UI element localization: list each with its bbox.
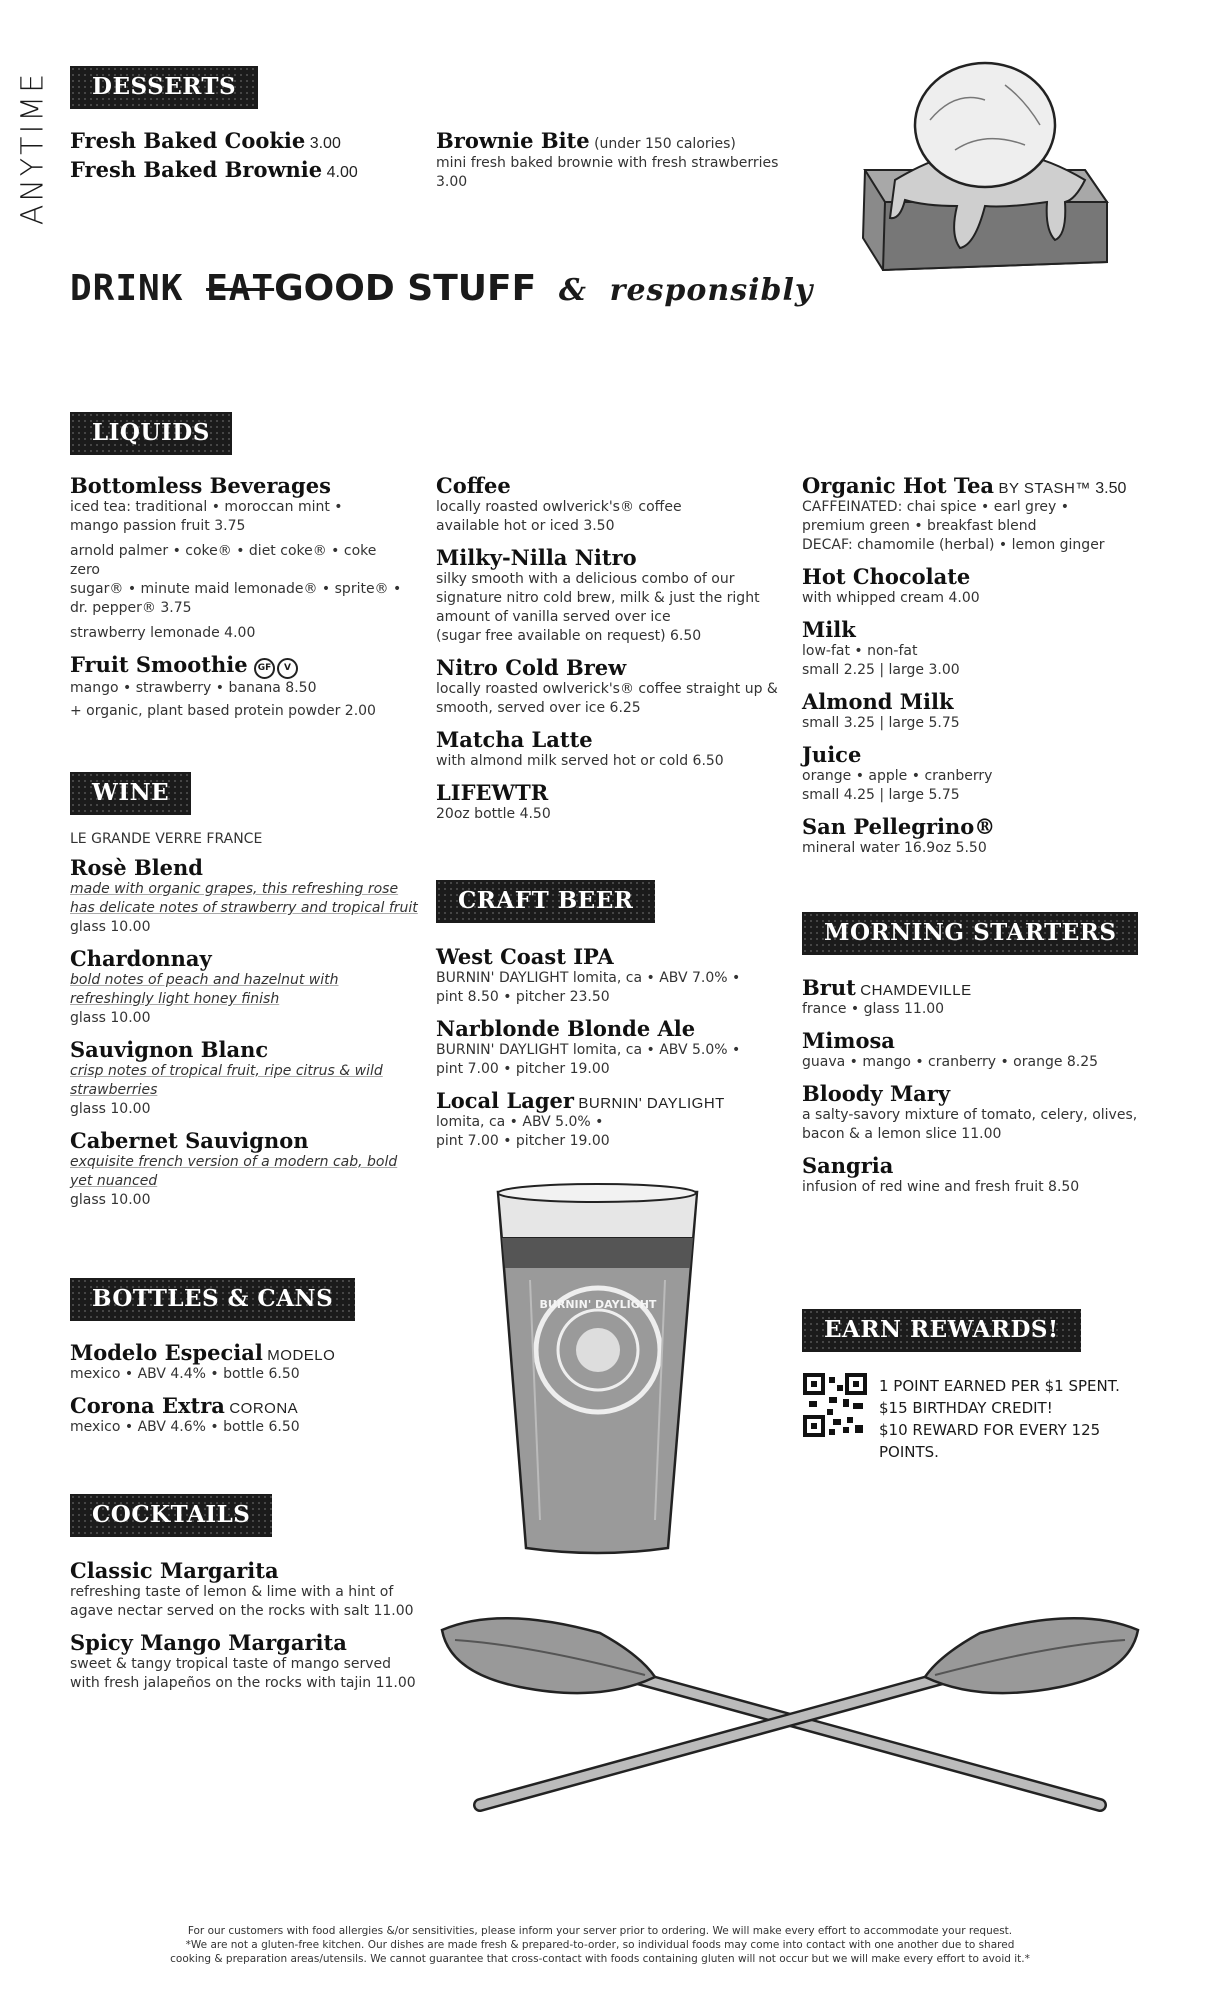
milk-name: Milk [802, 617, 856, 642]
almond-desc-1: small 3.25 | large 5.75 [802, 715, 960, 731]
juice-desc-1: orange • apple • cranberry [802, 768, 993, 784]
classic-desc-1: refreshing taste of lemon & lime with a hint of [70, 1584, 394, 1600]
vegan-icon: V [277, 658, 298, 679]
lager-desc-2: pint 7.00 • pitcher 19.00 [436, 1133, 610, 1149]
liquids-col-1 [70, 473, 410, 730]
tea-price: 3.50 [1095, 480, 1127, 497]
brownie-bite-name: Brownie Bite [436, 128, 590, 153]
spicy-margarita-name: Spicy Mango Margarita [70, 1630, 347, 1655]
chard-desc-1: bold notes of peach and hazelnut with [70, 972, 339, 988]
bottomless-name: Bottomless Beverages [70, 473, 331, 498]
allergy-disclaimer [150, 1924, 1050, 1966]
sauv-desc-1: crisp notes of tropical fruit, ripe citrus & wild [70, 1063, 383, 1079]
brut-brand: CHAMDEVILLE [860, 982, 972, 999]
cookie-price: 3.00 [309, 135, 341, 152]
desserts-heading: DESSERTS [70, 66, 258, 109]
tea-brand: BY STASH™ [998, 480, 1091, 497]
liquids-col-2 [436, 473, 786, 833]
milk-desc-2: small 2.25 | large 3.00 [802, 662, 960, 678]
nitro-name: Nitro Cold Brew [436, 655, 627, 680]
rose-desc-2: has delicate notes of strawberry and tropical fruit [70, 900, 418, 916]
gluten-free-icon: GF [254, 658, 275, 679]
bottles-list [70, 1340, 410, 1446]
spicy-desc-2: with fresh jalapeños on the rocks with tajin 11.00 [70, 1675, 416, 1691]
bottomless-desc-4: sugar® • minute maid lemonade® • sprite® • [70, 581, 402, 597]
lifewtr-name: LIFEWTR [436, 780, 549, 805]
craft-beer-heading: CRAFT BEER [436, 880, 655, 923]
bottles-cans-heading: BOTTLES & CANS [70, 1278, 355, 1321]
tagline-ampersand: & [558, 273, 587, 308]
matcha-desc-1: with almond milk served hot or cold 6.50 [436, 753, 724, 769]
brownie-bite-desc: mini fresh baked brownie with fresh strawberries [436, 155, 779, 171]
tea-desc-3: DECAF: chamomile (herbal) • lemon ginger [802, 537, 1105, 553]
bottomless-desc-5: dr. pepper® 3.75 [70, 600, 192, 616]
smoothie-desc-1: mango • strawberry • banana 8.50 [70, 680, 317, 696]
wine-list [70, 830, 430, 1219]
coffee-desc-2: available hot or iced 3.50 [436, 518, 615, 534]
bottomless-desc-2: mango passion fruit 3.75 [70, 518, 246, 534]
rose-price: glass 10.00 [70, 919, 151, 935]
milky-desc-2: signature nitro cold brew, milk & just the right [436, 590, 760, 606]
cocktails-heading: COCKTAILS [70, 1494, 272, 1537]
pellegrino-desc-1: mineral water 16.9oz 5.50 [802, 840, 987, 856]
matcha-name: Matcha Latte [436, 727, 593, 752]
milk-desc-1: low-fat • non-fat [802, 643, 918, 659]
wine-sub: LE GRANDE VERRE FRANCE [70, 831, 263, 847]
milky-desc-4: (sugar free available on request) 6.50 [436, 628, 702, 644]
tea-desc-2: premium green • breakfast blend [802, 518, 1037, 534]
brut-name: Brut [802, 975, 856, 1000]
desserts-left [70, 128, 400, 191]
qr-code-icon[interactable] [803, 1373, 867, 1437]
bottomless-desc-1: iced tea: traditional • moroccan mint • [70, 499, 343, 515]
morning-list [802, 975, 1162, 1206]
side-label: ANYTIME [15, 70, 51, 226]
juice-desc-2: small 4.25 | large 5.75 [802, 787, 960, 803]
cab-name: Cabernet Sauvignon [70, 1128, 309, 1153]
classic-desc-2: agave nectar served on the rocks with salt 11.00 [70, 1603, 414, 1619]
corona-desc-1: mexico • ABV 4.6% • bottle 6.50 [70, 1419, 300, 1435]
cab-desc-2: yet nuanced [70, 1173, 158, 1189]
tea-desc-1: CAFFEINATED: chai spice • earl grey • [802, 499, 1069, 515]
milky-name: Milky-Nilla Nitro [436, 545, 637, 570]
sangria-desc-1: infusion of red wine and fresh fruit 8.50 [802, 1179, 1080, 1195]
tagline [70, 268, 813, 309]
ipa-desc-2: pint 8.50 • pitcher 23.50 [436, 989, 610, 1005]
coffee-desc-1: locally roasted owlverick's® coffee [436, 499, 682, 515]
corona-brand: CORONA [229, 1400, 299, 1417]
lager-name: Local Lager [436, 1088, 574, 1113]
narb-name: Narblonde Blonde Ale [436, 1016, 696, 1041]
smoothie-name: Fruit Smoothie [70, 652, 248, 677]
mimosa-desc-1: guava • mango • cranberry • orange 8.25 [802, 1054, 1099, 1070]
mimosa-name: Mimosa [802, 1028, 895, 1053]
nitro-desc-1: locally roasted owlverick's® coffee straight up & [436, 681, 778, 697]
narb-desc-1: BURNIN' DAYLIGHT lomita, ca • ABV 5.0% • [436, 1042, 741, 1058]
modelo-desc-1: mexico • ABV 4.4% • bottle 6.50 [70, 1366, 300, 1382]
rewards-lines [879, 1375, 1163, 1463]
almond-name: Almond Milk [802, 689, 954, 714]
ipa-desc-1: BURNIN' DAYLIGHT lomita, ca • ABV 7.0% • [436, 970, 741, 986]
rose-desc-1: made with organic grapes, this refreshing rose [70, 881, 399, 897]
cookie-name: Fresh Baked Cookie [70, 128, 306, 153]
cocoa-name: Hot Chocolate [802, 564, 971, 589]
ipa-name: West Coast IPA [436, 944, 614, 969]
tagline-eat: EAT [206, 268, 275, 309]
glass-logo-text: BURNIN' DAYLIGHT [539, 1298, 657, 1311]
cocoa-desc-1: with whipped cream 4.00 [802, 590, 980, 606]
sauv-name: Sauvignon Blanc [70, 1037, 269, 1062]
morning-starters-heading: MORNING STARTERS [802, 912, 1138, 955]
footer-line-3: cooking & preparation areas/utensils. We cannot guarantee that cross-contact with foods containing gluten will not occur but we will make every effort to avoid it.* [170, 1953, 1030, 1965]
lager-brand: BURNIN' DAYLIGHT [578, 1095, 725, 1112]
pellegrino-name: San Pellegrino® [802, 814, 996, 839]
earn-rewards-heading: EARN REWARDS! [802, 1309, 1081, 1352]
modelo-brand: MODELO [267, 1347, 336, 1364]
brownie-bite-note: (under 150 calories) [594, 136, 736, 152]
bottomless-desc-3: arnold palmer • coke® • diet coke® • coke zero [70, 543, 377, 578]
classic-margarita-name: Classic Margarita [70, 1558, 279, 1583]
chard-name: Chardonnay [70, 946, 212, 971]
bottomless-desc-6: strawberry lemonade 4.00 [70, 625, 256, 641]
sangria-name: Sangria [802, 1153, 894, 1178]
bloody-name: Bloody Mary [802, 1081, 951, 1106]
beer-glass-illustration [490, 1180, 705, 1560]
rewards-line-3: $10 REWARD FOR EVERY 125 POINTS. [879, 1421, 1101, 1461]
brut-desc-1: france • glass 11.00 [802, 1001, 945, 1017]
cocktails-list [70, 1558, 430, 1702]
juice-name: Juice [802, 742, 862, 767]
tea-name: Organic Hot Tea [802, 473, 995, 498]
footer-line-2: *We are not a gluten-free kitchen. Our dishes are made fresh & prepared-to-order, so individual foods may come into contact with one another due to shared [185, 1939, 1015, 1951]
brownie-sundae-illustration [835, 30, 1135, 285]
smoothie-desc-2: + organic, plant based protein powder 2.00 [70, 703, 376, 719]
sauv-desc-2: strawberries [70, 1082, 158, 1098]
bloody-desc-2: bacon & a lemon slice 11.00 [802, 1126, 1002, 1142]
cab-price: glass 10.00 [70, 1192, 151, 1208]
crossed-paddles-illustration [440, 1605, 1140, 1815]
brownie-bite-item [436, 128, 796, 192]
liquids-col-3 [802, 473, 1162, 867]
chard-desc-2: refreshingly light honey finish [70, 991, 280, 1007]
tagline-responsibly: responsibly [609, 273, 814, 308]
brownie-name: Fresh Baked Brownie [70, 157, 323, 182]
wine-heading: WINE [70, 772, 191, 815]
coffee-name: Coffee [436, 473, 511, 498]
lifewtr-desc-1: 20oz bottle 4.50 [436, 806, 551, 822]
chard-price: glass 10.00 [70, 1010, 151, 1026]
nitro-desc-2: smooth, served over ice 6.25 [436, 700, 641, 716]
beer-list [436, 944, 786, 1160]
bloody-desc-1: a salty-savory mixture of tomato, celery, olives, [802, 1107, 1138, 1123]
milky-desc-3: amount of vanilla served over ice [436, 609, 671, 625]
brownie-bite-price: 3.00 [436, 174, 468, 190]
cab-desc-1: exquisite french version of a modern cab, bold [70, 1154, 398, 1170]
rewards-line-2: $15 BIRTHDAY CREDIT! [879, 1399, 1053, 1417]
rose-name: Rosè Blend [70, 855, 203, 880]
footer-line-1: For our customers with food allergies &/or sensitivities, please inform your server prior to ordering. We will make every effort to accommodate your request. [187, 1925, 1013, 1937]
brownie-price: 4.00 [326, 164, 358, 181]
tagline-drink: DRINK [70, 268, 184, 309]
rewards-block [803, 1373, 1163, 1461]
spicy-desc-1: sweet & tangy tropical taste of mango served [70, 1656, 392, 1672]
corona-name: Corona Extra [70, 1393, 225, 1418]
lager-desc-1: lomita, ca • ABV 5.0% • [436, 1114, 604, 1130]
narb-desc-2: pint 7.00 • pitcher 19.00 [436, 1061, 610, 1077]
milky-desc-1: silky smooth with a delicious combo of our [436, 571, 735, 587]
modelo-name: Modelo Especial [70, 1340, 263, 1365]
tagline-good-stuff: GOOD STUFF [274, 268, 537, 309]
rewards-line-1: 1 POINT EARNED PER $1 SPENT. [879, 1377, 1120, 1395]
sauv-price: glass 10.00 [70, 1101, 151, 1117]
liquids-heading: LIQUIDS [70, 412, 232, 455]
